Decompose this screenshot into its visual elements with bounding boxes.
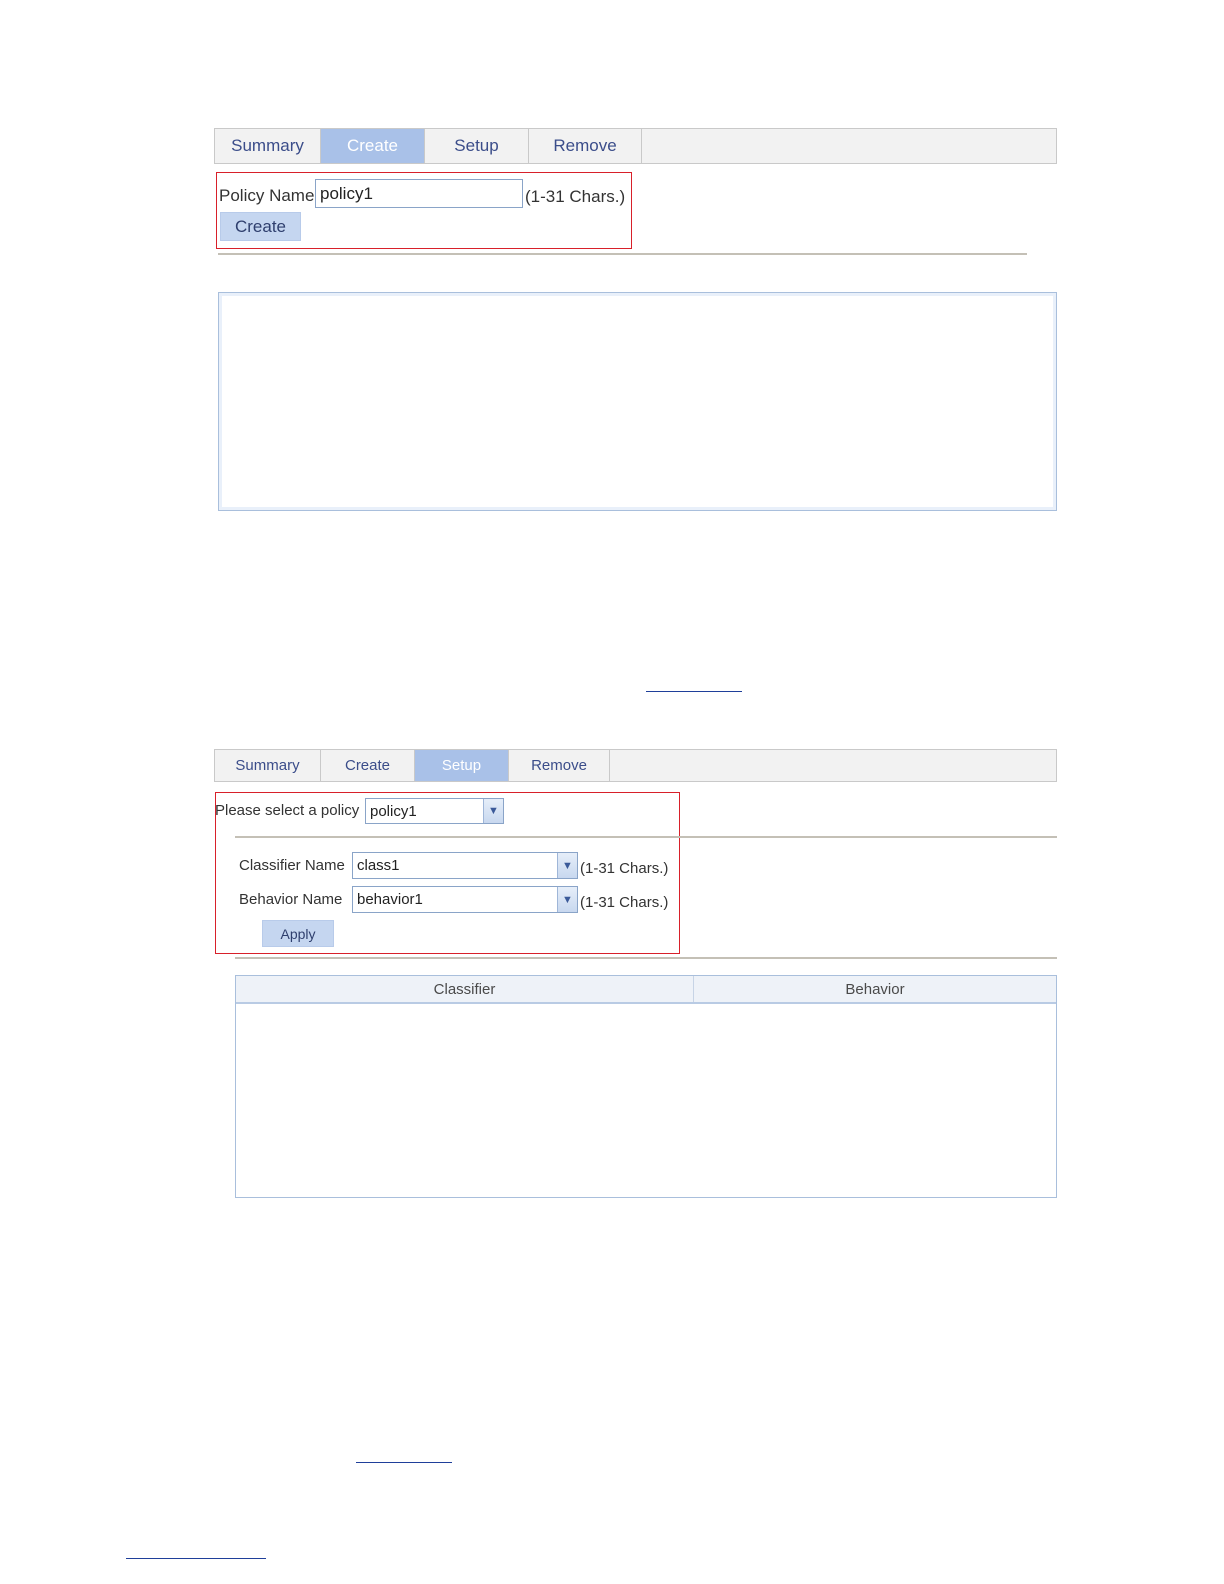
setup-panel-tabbar — [214, 749, 1057, 782]
tab-remove[interactable]: Remove — [529, 129, 642, 163]
divider — [218, 253, 1027, 255]
column-header-behavior[interactable]: Behavior — [845, 980, 905, 998]
tab-create[interactable]: Create — [321, 750, 415, 781]
create-panel-tabbar — [214, 128, 1057, 164]
tab-setup[interactable]: Setup — [415, 750, 509, 781]
classifier-name-value: class1 — [357, 857, 400, 874]
link-underline — [356, 1462, 452, 1463]
table-header — [236, 976, 1056, 1004]
link-underline — [646, 691, 742, 692]
tab-summary[interactable]: Summary — [215, 129, 321, 163]
chevron-down-icon[interactable]: ▼ — [557, 853, 577, 878]
apply-button[interactable]: Apply — [262, 920, 334, 947]
tab-create[interactable]: Create — [321, 129, 425, 163]
link-underline — [126, 1558, 266, 1559]
behavior-name-hint: (1-31 Chars.) — [580, 894, 669, 911]
column-header-classifier[interactable]: Classifier — [236, 976, 694, 1002]
chevron-down-icon[interactable]: ▼ — [557, 887, 577, 912]
classifier-name-select[interactable] — [352, 852, 578, 879]
select-policy-label: Please select a policy — [215, 802, 360, 819]
policy-name-label: Policy Name — [219, 186, 315, 205]
policy-select-value: policy1 — [370, 802, 417, 820]
tab-remove[interactable]: Remove — [509, 750, 610, 781]
classifier-name-hint: (1-31 Chars.) — [580, 860, 669, 877]
classifier-behavior-table — [235, 975, 1057, 1198]
chevron-down-icon[interactable]: ▼ — [483, 799, 503, 823]
divider — [235, 957, 1057, 959]
tab-summary[interactable]: Summary — [215, 750, 321, 781]
policy-name-input[interactable] — [315, 179, 523, 208]
tab-setup[interactable]: Setup — [425, 129, 529, 163]
policy-list-area — [218, 292, 1057, 511]
policy-name-hint: (1-31 Chars.) — [525, 187, 626, 206]
policy-select[interactable] — [365, 798, 504, 824]
behavior-name-label: Behavior Name — [239, 891, 343, 908]
behavior-name-value: behavior1 — [357, 891, 423, 908]
create-button[interactable]: Create — [220, 212, 301, 241]
divider — [235, 836, 1057, 838]
classifier-name-label: Classifier Name — [239, 857, 345, 874]
behavior-name-select[interactable] — [352, 886, 578, 913]
